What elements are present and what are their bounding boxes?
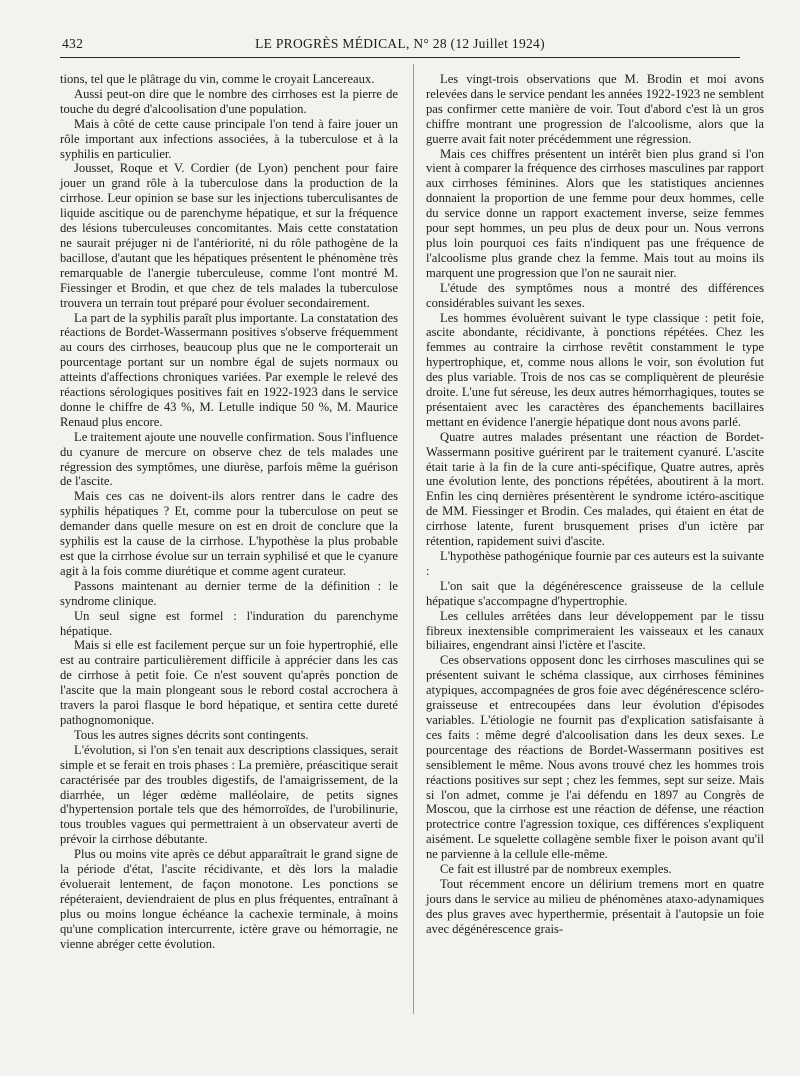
running-title: LE PROGRÈS MÉDICAL, N° 28 (12 Juillet 1924) [255, 36, 545, 51]
left-column [60, 72, 398, 951]
paragraph: Mais à côté de cette cause principale l'on tend à faire jouer un rôle important aux infections associées, à la tuberculose et à la syphilis en particulier. [60, 116, 398, 161]
header-rule [60, 57, 740, 58]
paragraph: Passons maintenant au dernier terme de la définition : le syndrome clinique. [60, 578, 398, 608]
paragraph: Ce fait est illustré par de nombreux exemples. [440, 862, 672, 877]
paragraph: Un seul signe est formel : l'induration du parenchyme hépatique. [60, 608, 398, 638]
paragraph: Ces observations opposent donc les cirrhoses masculines qui se présentent suivant le schéma classique, aux cirrhoses féminines atypiques, accompagnées de gros foie avec dégénérescence scléro-graisseuse et entrecoupées dans leur évolution d'épisodes variables. L'étiologie ne fournit pas d'explication satisfaisante à ces faits : même degré d'alcoolisation dans les deux sexes. Le pourcentage des réactions de Bordet-Wassermann positives est sensiblement le même. Nous avons trouvé chez les hommes trois réactions positives sur sept ; chez les femmes, sept sur seize. Mais si l'on admet, comme je l'ai défendu en 1897 au Congrès de Moscou, que la cirrhose est une réaction de défense, une réaction protectrice contre l'agression toxique, ces différences s'expliquent aisément. Le squelette collagène semble fixer le poison avant qu'il ne parvienne à la cellule elle-même. [426, 653, 764, 862]
paragraph: Tous les autres signes décrits sont contingents. [74, 727, 309, 742]
column-divider [413, 64, 414, 1014]
paragraph: Tout récemment encore un délirium tremens mort en quatre jours dans le service au milieu de phénomènes ataxo-adynamiques des plus graves avec hyperthermie, présentait à l'autopsie un foie avec dégénérescence grais- [426, 876, 764, 936]
page-number: 432 [62, 36, 84, 51]
paragraph: Aussi peut-on dire que le nombre des cirrhoses est la pierre de touche du degré d'alcoolisation d'une population. [60, 86, 398, 116]
paragraph: Les hommes évoluèrent suivant le type classique : petit foie, ascite abondante, récidivante, à ponctions répétées. Chez les femmes au contraire la cirrhose revêtit constamment le type hypertrophique, et, comme nous allons le voir, son évolution fut des plus variable. Trois de nos cas se compliquèrent de pleurésie droite. L'une fut séreuse, les deux autres hémorrhagiques, toutes se présentaient avec les caractères des épanchements bacillaires mettant en évidence l'anergie hépatique dont nous avons parlé. [426, 310, 764, 429]
paragraph: Plus ou moins vite après ce début apparaîtrait le grand signe de la période d'état, l'ascite récidivante, et dès lors la maladie évoluerait lentement, de façon monotone. Les ponctions se répéteraient, deviendraient de plus en plus fréquentes, entraînant à plus ou moins longue échéance la cachexie terminale, à moins qu'une complication intercurrente, ictère grave ou hémorragie, ne vienne abréger cette évolution. [60, 847, 398, 951]
page-header [62, 36, 738, 56]
paragraph: Mais ces cas ne doivent-ils alors rentrer dans le cadre des syphilis hépatiques ? Et, comme pour la tuberculose on peut se demander dans quelle mesure on est en droit de conclure que la syphilis est la cause de la cirrhose. L'hypothèse la plus probable est que la cirrhose évolue sur un terrain syphilisé et que le cyanure agit à la fois comme diurétique et comme agent curateur. [60, 489, 398, 578]
right-column [426, 72, 764, 937]
paragraph: Mais si elle est facilement perçue sur un foie hypertrophié, elle est au contraire particulièrement difficile à apprécier dans les cas de cirrhose à petit foie. Ce n'est souvent qu'après ponction de l'ascite que la main plongeant sous le rebord costal accrochera à travers la paroi flasque le bord hépatique, et sentira cette dureté pathognomonique. [60, 638, 398, 727]
paragraph: Le traitement ajoute une nouvelle confirmation. Sous l'influence du cyanure de mercure on observe chez de tels malades une régression des symptômes, une diurèse, parfois même la guérison de l'ascite. [60, 429, 399, 489]
paragraph: tions, tel que le plâtrage du vin, comme le croyait Lancereaux. [60, 72, 375, 86]
paragraph: La part de la syphilis paraît plus importante. La constatation des réactions de Bordet-Wassermann positives s'observe fréquemment au cours des cirrhoses, beaucoup plus que ne le comporterait un pourcentage portant sur un nombre égal de sujets normaux ou atteints d'affections chroniques variées. Par exemple le relevé des réactions sérologiques positives fait en 1922-1923 dans le service donne le chiffre de 43 %, M. Letulle indique 50 %, M. Maurice Renaud plus encore. [60, 310, 398, 429]
paragraph: Quatre autres malades présentant une réaction de Bordet-Wassermann positive guérirent par le traitement cyanuré. L'ascite était tarie à la fin de la cure anti-spécifique, Quatre autres, après une évolution lente, des ponctions répétées, aboutirent à la mort. Enfin les cinq dernières présentèrent le syndrome ictéro-ascitique de MM. Fiessinger et Brodin. Ces malades, qui étaient en état de cirrhose latente, furent brusquement prises d'un ictère par rétention, rapidement suivi d'ascite. [426, 429, 764, 549]
paragraph: Les cellules arrêtées dans leur développement par le tissu fibreux inextensible comprimeraient les vaisseaux et les canaux biliaires, engendrant ainsi l'ictère et l'ascite. [426, 608, 764, 653]
paragraph: L'étude des symptômes nous a montré des différences considérables suivant les sexes. [426, 280, 764, 310]
paragraph: Jousset, Roque et V. Cordier (de Lyon) penchent pour faire jouer un grand rôle à la tuberculose dans la production de la cirrhose. Leur opinion se base sur les injections tuberculisantes de liquide ascitique ou de parenchyme hépatique, et sur la fréquence des lésions tuberculeuses concomitantes. Mais cette constatation ne saurait préjuger ni de l'antériorité, ni du rôle pathogène de la bacillose, d'autant que les hépatiques présentent le phénomène très remarquable de l'anergie tuberculeuse, comme l'ont montré M. Fiessinger et Brodin, et que chez de tels malades la tuberculose trouvera un terrain tout préparé pour évoluer secondairement. [60, 161, 398, 310]
paragraph: L'hypothèse pathogénique fournie par ces auteurs est la suivante : [426, 549, 765, 578]
paragraph: L'on sait que la dégénérescence graisseuse de la cellule hépatique s'accompagne d'hypertrophie. [426, 578, 764, 608]
paragraph: Mais ces chiffres présentent un intérêt bien plus grand si l'on vient à comparer la fréquence des cirrhoses masculines par rapport aux cirrhoses féminines. Alors que les statistiques anciennes donnaient la proportion de une femme pour deux hommes, celle du service donne un rapport exactement inverse, seize femmes pour sept hommes, un peu plus de deux pour un. Nous verrons plus loin pourquoi ces faits n'indiquent pas une fréquence de l'alcoolisme plus grande chez la femme. Mais tout au moins ils marquent une progression que l'on ne saurait nier. [426, 146, 764, 280]
paragraph: Les vingt-trois observations que M. Brodin et moi avons relevées dans le service pendant les années 1922-1923 ne semblent pas confirmer cette manière de voir. Tout d'abord c'est là un gros chiffre montrant une progression de l'alcoolisme, alors que la guerre avait fait noter précédemment une régression. [426, 72, 764, 146]
paragraph: L'évolution, si l'on s'en tenait aux descriptions classiques, serait simple et se ferait en trois phases : La première, préascitique serait caractérisée par des troubles digestifs, de l'amaigrissement, de la diarrhée, un léger œdème malléolaire, de petits signes d'hypertension portale tels que des hémorroïdes, de l'urobilinurie, tous troubles vagues qui permettraient à un observateur averti de prévoir la cirrhose débutante. [60, 742, 398, 847]
